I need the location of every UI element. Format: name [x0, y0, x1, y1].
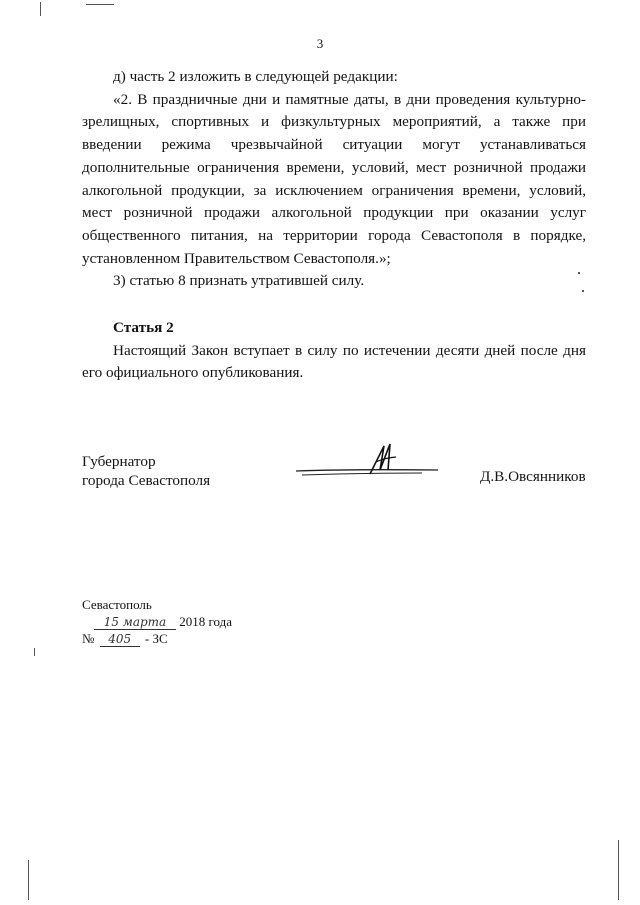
footer-year: 2018 года: [179, 614, 233, 629]
article-heading: Статья 2: [113, 319, 174, 337]
scan-mark: [34, 648, 35, 656]
scan-mark: [582, 290, 584, 292]
footer-date-line: [82, 613, 232, 630]
document-body: [82, 66, 586, 385]
article-text: Настоящий Закон вступает в силу по истечении десяти дней после дня его официального опубликования.: [82, 341, 586, 382]
handwritten-number: 405: [100, 633, 140, 647]
scan-mark: [578, 272, 580, 274]
signatory-title-line1: Губернатор: [82, 453, 156, 470]
signatory-title: [82, 452, 210, 490]
number-sign: №: [82, 631, 95, 646]
scan-mark: [28, 860, 29, 900]
handwritten-date: 15 марта: [94, 616, 176, 630]
number-suffix: - ЗС: [144, 631, 168, 646]
footer-number-line: [82, 630, 232, 647]
paragraph-amendment-text: «2. В праздничные дни и памятные даты, в дни проведения культурно-зрелищных, спортивных и физкультурных мероприятий, а также при введении режима чрезвычайной ситуации могут устанавливаться дополнительные ограничения времени, условий, мест розничной продажи алкогольной продукции, за исключением ограничения времени, условий, мест розничной продажи алкогольной продукции при оказании услуг общественного питания, на территории города Севастополя в порядке, установленном Правительством Севастополя.»;: [82, 90, 586, 267]
paragraph-amendment-intro: д) часть 2 изложить в следующей редакции:: [113, 68, 398, 85]
footer-city: Севастополь: [82, 597, 152, 612]
paragraph-article8: 3) статью 8 признать утратившей силу.: [113, 272, 365, 290]
scan-mark: [86, 4, 114, 5]
scan-mark: [618, 840, 619, 900]
page-number: 3: [316, 36, 324, 51]
handwritten-signature: [292, 440, 442, 485]
scan-mark: [40, 2, 41, 16]
signatory-name: Д.В.Овсянников: [480, 468, 586, 485]
signatory-title-line2: города Севастополя: [82, 472, 211, 489]
document-footer: [82, 596, 232, 647]
